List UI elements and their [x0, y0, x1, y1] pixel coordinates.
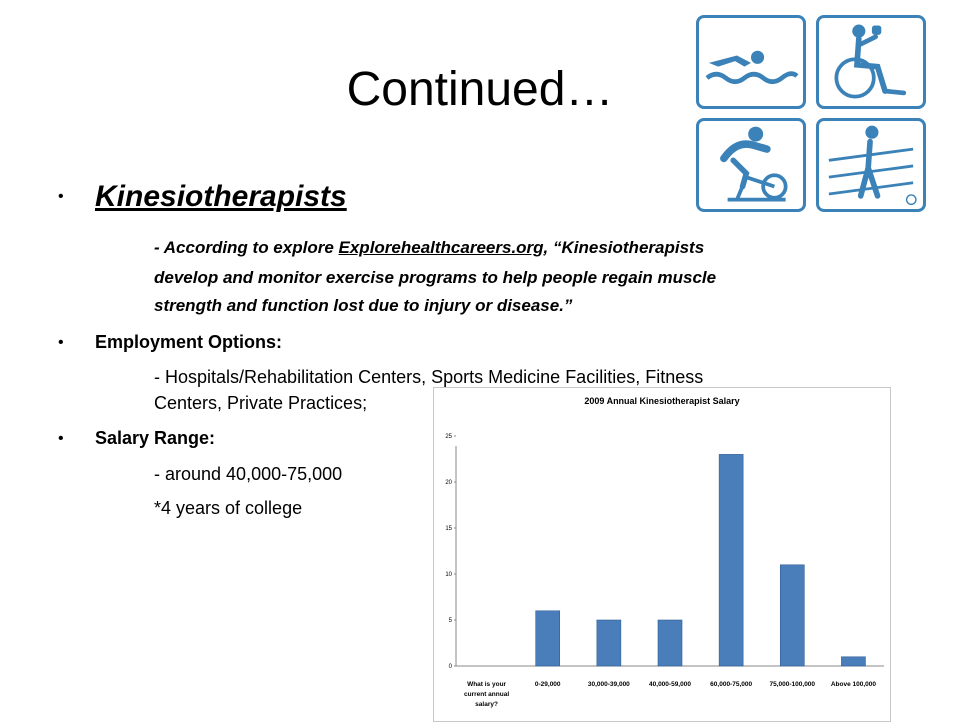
x-tick-label: What is your	[467, 681, 507, 688]
education-note: *4 years of college	[154, 498, 303, 518]
x-tick-label: salary?	[475, 701, 498, 708]
quote-line-3: strength and function lost due to injury or disease.”	[154, 296, 573, 315]
employment-line-2: Centers, Private Practices;	[154, 393, 368, 413]
bar	[658, 620, 682, 666]
bullet-3: •	[58, 430, 64, 447]
x-tick-label: 60,000-75,000	[710, 681, 753, 688]
y-tick-label: 25	[445, 434, 452, 440]
bullet-1: •	[58, 188, 64, 205]
x-tick-label: current annual	[463, 691, 510, 698]
y-tick-label: 10	[445, 572, 452, 578]
slide-title: Continued…	[346, 63, 614, 116]
heading-kinesiotherapists: Kinesiotherapists	[95, 180, 347, 213]
x-tick-label: 0-29,000	[534, 681, 561, 688]
bar	[780, 565, 804, 666]
x-tick-label: Above 100,000	[830, 681, 877, 688]
salary-label: Salary Range:	[95, 428, 216, 448]
employment-label: Employment Options:	[95, 332, 283, 352]
chart-title: 2009 Annual Kinesiotherapist Salary	[584, 396, 740, 406]
quote-prefix: - According to explore	[154, 238, 339, 257]
salary-chart	[433, 387, 891, 722]
quote-line-1	[154, 235, 704, 261]
quote-line-2: develop and monitor exercise programs to help people regain muscle	[154, 268, 717, 287]
salary-value: - around 40,000-75,000	[154, 464, 343, 484]
y-tick-label: 0	[448, 664, 452, 670]
bar	[719, 454, 743, 666]
bar	[536, 611, 560, 666]
bullet-2: •	[58, 334, 64, 351]
x-tick-label: 75,000-100,000	[769, 681, 816, 688]
x-tick-label: 30,000-39,000	[587, 681, 630, 688]
employment-line-1: - Hospitals/Rehabilitation Centers, Sports Medicine Facilities, Fitness	[154, 367, 704, 387]
y-tick-label: 20	[445, 480, 452, 486]
bar	[841, 657, 865, 666]
explorehealthcareers-link[interactable]: Explorehealthcareers.org	[338, 238, 544, 257]
bar	[597, 620, 621, 666]
quote-rest: , “Kinesiotherapists	[543, 238, 705, 257]
y-tick-label: 5	[448, 618, 452, 624]
x-tick-label: 40,000-59,000	[649, 681, 691, 688]
y-tick-label: 15	[445, 526, 452, 532]
